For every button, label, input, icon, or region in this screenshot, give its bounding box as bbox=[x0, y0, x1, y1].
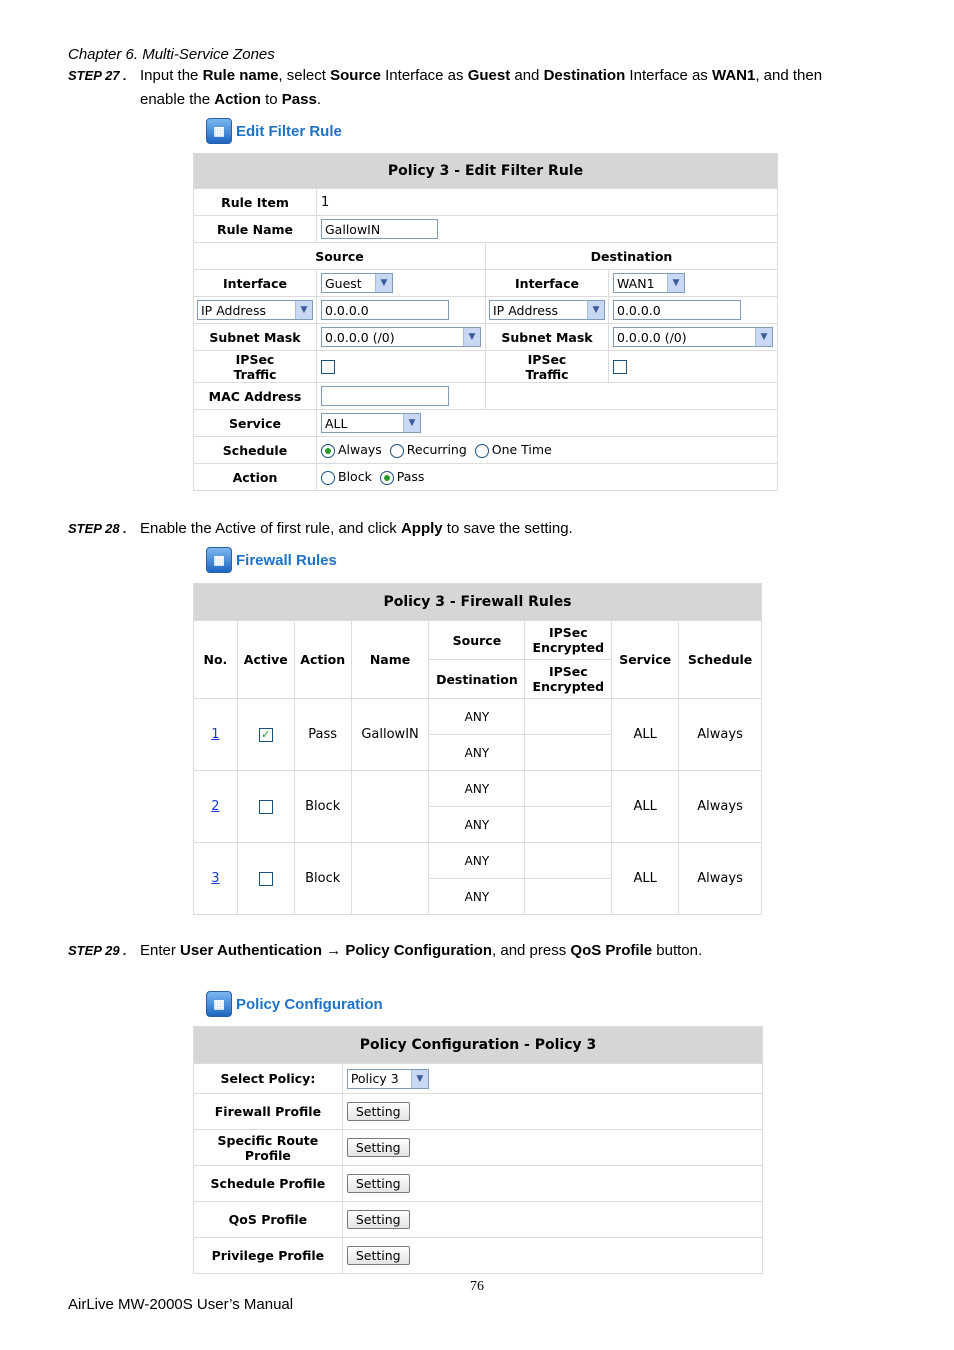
rule-source: ANY bbox=[429, 771, 525, 807]
action-pass-radio[interactable]: Pass bbox=[380, 469, 425, 484]
schedule-always-radio[interactable]: Always bbox=[321, 442, 382, 457]
chevron-down-icon: ▼ bbox=[755, 328, 772, 346]
table-row bbox=[194, 843, 762, 879]
firewall-profile-setting-button[interactable]: Setting bbox=[347, 1102, 410, 1121]
rule-service: ALL bbox=[612, 771, 679, 843]
schedule-profile-setting-button[interactable]: Setting bbox=[347, 1174, 410, 1193]
dst-ipsec-label: IPSec Traffic bbox=[486, 351, 609, 383]
src-subnet-label: Subnet Mask bbox=[194, 324, 317, 351]
table-row bbox=[194, 699, 762, 735]
col-schedule: Schedule bbox=[679, 621, 762, 699]
rule-name bbox=[351, 843, 429, 915]
rule-schedule: Always bbox=[679, 771, 762, 843]
rule-schedule: Always bbox=[679, 699, 762, 771]
active-checkbox-2[interactable] bbox=[259, 800, 273, 814]
src-subnet-select[interactable]: 0.0.0.0 (/0) ▼ bbox=[321, 327, 481, 347]
active-checkbox-1[interactable]: ✓ bbox=[259, 728, 273, 742]
schedule-recurring-radio[interactable]: Recurring bbox=[390, 442, 467, 457]
dst-ip-input[interactable]: 0.0.0.0 bbox=[613, 300, 741, 320]
rule-name bbox=[351, 771, 429, 843]
table-header: Policy 3 - Edit Filter Rule bbox=[194, 154, 778, 189]
source-heading: Source bbox=[194, 243, 486, 270]
dst-interface-select[interactable]: WAN1 ▼ bbox=[613, 273, 685, 293]
src-address-type-select[interactable]: IP Address ▼ bbox=[197, 300, 313, 320]
rule-action: Block bbox=[294, 843, 351, 915]
mac-address-input[interactable] bbox=[321, 386, 449, 406]
qos-profile-label: QoS Profile bbox=[194, 1202, 343, 1238]
rule-name-label: Rule Name bbox=[194, 216, 317, 243]
rule-item-value: 1 bbox=[317, 189, 778, 216]
step-label: STEP 28 . bbox=[68, 521, 127, 536]
rule-destination: ANY bbox=[429, 879, 525, 915]
edit-filter-rule-heading: ▦ Edit Filter Rule bbox=[206, 118, 342, 144]
chapter-title: Chapter 6. Multi-Service Zones bbox=[68, 46, 275, 63]
action-label: Action bbox=[194, 464, 317, 491]
chevron-down-icon: ▼ bbox=[295, 301, 312, 319]
chevron-down-icon: ▼ bbox=[587, 301, 604, 319]
mac-address-label: MAC Address bbox=[194, 383, 317, 410]
dst-subnet-label: Subnet Mask bbox=[486, 324, 609, 351]
step-label: STEP 29 . bbox=[68, 943, 127, 958]
rule-schedule: Always bbox=[679, 843, 762, 915]
destination-heading: Destination bbox=[486, 243, 778, 270]
qos-profile-setting-button[interactable]: Setting bbox=[347, 1210, 410, 1229]
schedule-label: Schedule bbox=[194, 437, 317, 464]
rule-link-1[interactable]: 1 bbox=[211, 727, 220, 742]
col-name: Name bbox=[351, 621, 429, 699]
rule-link-2[interactable]: 2 bbox=[211, 799, 220, 814]
action-block-radio[interactable]: Block bbox=[321, 469, 372, 484]
dst-address-type-select[interactable]: IP Address ▼ bbox=[489, 300, 605, 320]
firewall-rules-table bbox=[193, 583, 762, 915]
step-label: STEP 27 . bbox=[68, 68, 127, 83]
rule-destination: ANY bbox=[429, 807, 525, 843]
page-number: 76 bbox=[470, 1279, 484, 1294]
privilege-profile-label: Privilege Profile bbox=[194, 1238, 343, 1274]
dst-subnet-select[interactable]: 0.0.0.0 (/0) ▼ bbox=[613, 327, 773, 347]
rule-link-3[interactable]: 3 bbox=[211, 871, 220, 886]
rule-name: GallowIN bbox=[351, 699, 429, 771]
edit-filter-rule-table bbox=[193, 153, 778, 491]
policy-configuration-heading: ▦ Policy Configuration bbox=[206, 991, 383, 1017]
chevron-down-icon: ▼ bbox=[403, 414, 420, 432]
col-dst-ipsec: IPSec Encrypted bbox=[525, 660, 612, 699]
active-checkbox-3[interactable] bbox=[259, 872, 273, 886]
service-label: Service bbox=[194, 410, 317, 437]
service-select[interactable]: ALL ▼ bbox=[321, 413, 421, 433]
rule-action: Block bbox=[294, 771, 351, 843]
select-policy-dropdown[interactable]: Policy 3 ▼ bbox=[347, 1069, 429, 1089]
dst-interface-label: Interface bbox=[486, 270, 609, 297]
col-action: Action bbox=[294, 621, 351, 699]
rule-service: ALL bbox=[612, 843, 679, 915]
src-ipsec-checkbox[interactable] bbox=[321, 360, 335, 374]
specific-route-profile-setting-button[interactable]: Setting bbox=[347, 1138, 410, 1157]
rule-source: ANY bbox=[429, 699, 525, 735]
src-ipsec-label: IPSec Traffic bbox=[194, 351, 317, 383]
rule-service: ALL bbox=[612, 699, 679, 771]
col-no: No. bbox=[194, 621, 238, 699]
table-header: Policy 3 - Firewall Rules bbox=[194, 584, 762, 621]
table-header: Policy Configuration - Policy 3 bbox=[194, 1027, 763, 1064]
col-destination: Destination bbox=[429, 660, 525, 699]
chevron-down-icon: ▼ bbox=[667, 274, 684, 292]
rule-destination: ANY bbox=[429, 735, 525, 771]
privilege-profile-setting-button[interactable]: Setting bbox=[347, 1246, 410, 1265]
select-policy-label: Select Policy: bbox=[194, 1064, 343, 1094]
rule-name-input[interactable]: GallowIN bbox=[321, 219, 438, 239]
footer-manual-title: AirLive MW-2000S User’s Manual bbox=[68, 1296, 294, 1313]
step-27: STEP 27 . Input the Rule name, select Source Interface as Guest and Destination Interface as WAN1, and then enable the Action to Pass. bbox=[68, 64, 888, 112]
rule-action: Pass bbox=[294, 699, 351, 771]
src-interface-label: Interface bbox=[194, 270, 317, 297]
dst-ipsec-checkbox[interactable] bbox=[613, 360, 627, 374]
grid-icon: ▦ bbox=[206, 118, 232, 144]
schedule-profile-label: Schedule Profile bbox=[194, 1166, 343, 1202]
col-source: Source bbox=[429, 621, 525, 660]
src-interface-select[interactable]: Guest ▼ bbox=[321, 273, 393, 293]
col-active: Active bbox=[237, 621, 294, 699]
firewall-profile-label: Firewall Profile bbox=[194, 1094, 343, 1130]
grid-icon: ▦ bbox=[206, 547, 232, 573]
step-28: STEP 28 . Enable the Active of first rule, and click Apply to save the setting. bbox=[68, 517, 888, 541]
chevron-down-icon: ▼ bbox=[375, 274, 392, 292]
step-29: STEP 29 . Enter User Authentication → Policy Configuration, and press QoS Profile button. bbox=[68, 939, 888, 963]
specific-route-profile-label: Specific Route Profile bbox=[194, 1130, 343, 1166]
table-row bbox=[194, 771, 762, 807]
rule-item-label: Rule Item bbox=[194, 189, 317, 216]
policy-configuration-table bbox=[193, 1026, 763, 1274]
chevron-down-icon: ▼ bbox=[411, 1070, 428, 1088]
src-ip-input[interactable]: 0.0.0.0 bbox=[321, 300, 449, 320]
schedule-onetime-radio[interactable]: One Time bbox=[475, 442, 552, 457]
rule-source: ANY bbox=[429, 843, 525, 879]
grid-icon: ▦ bbox=[206, 991, 232, 1017]
col-service: Service bbox=[612, 621, 679, 699]
firewall-rules-heading: ▦ Firewall Rules bbox=[206, 547, 337, 573]
chevron-down-icon: ▼ bbox=[463, 328, 480, 346]
col-src-ipsec: IPSec Encrypted bbox=[525, 621, 612, 660]
